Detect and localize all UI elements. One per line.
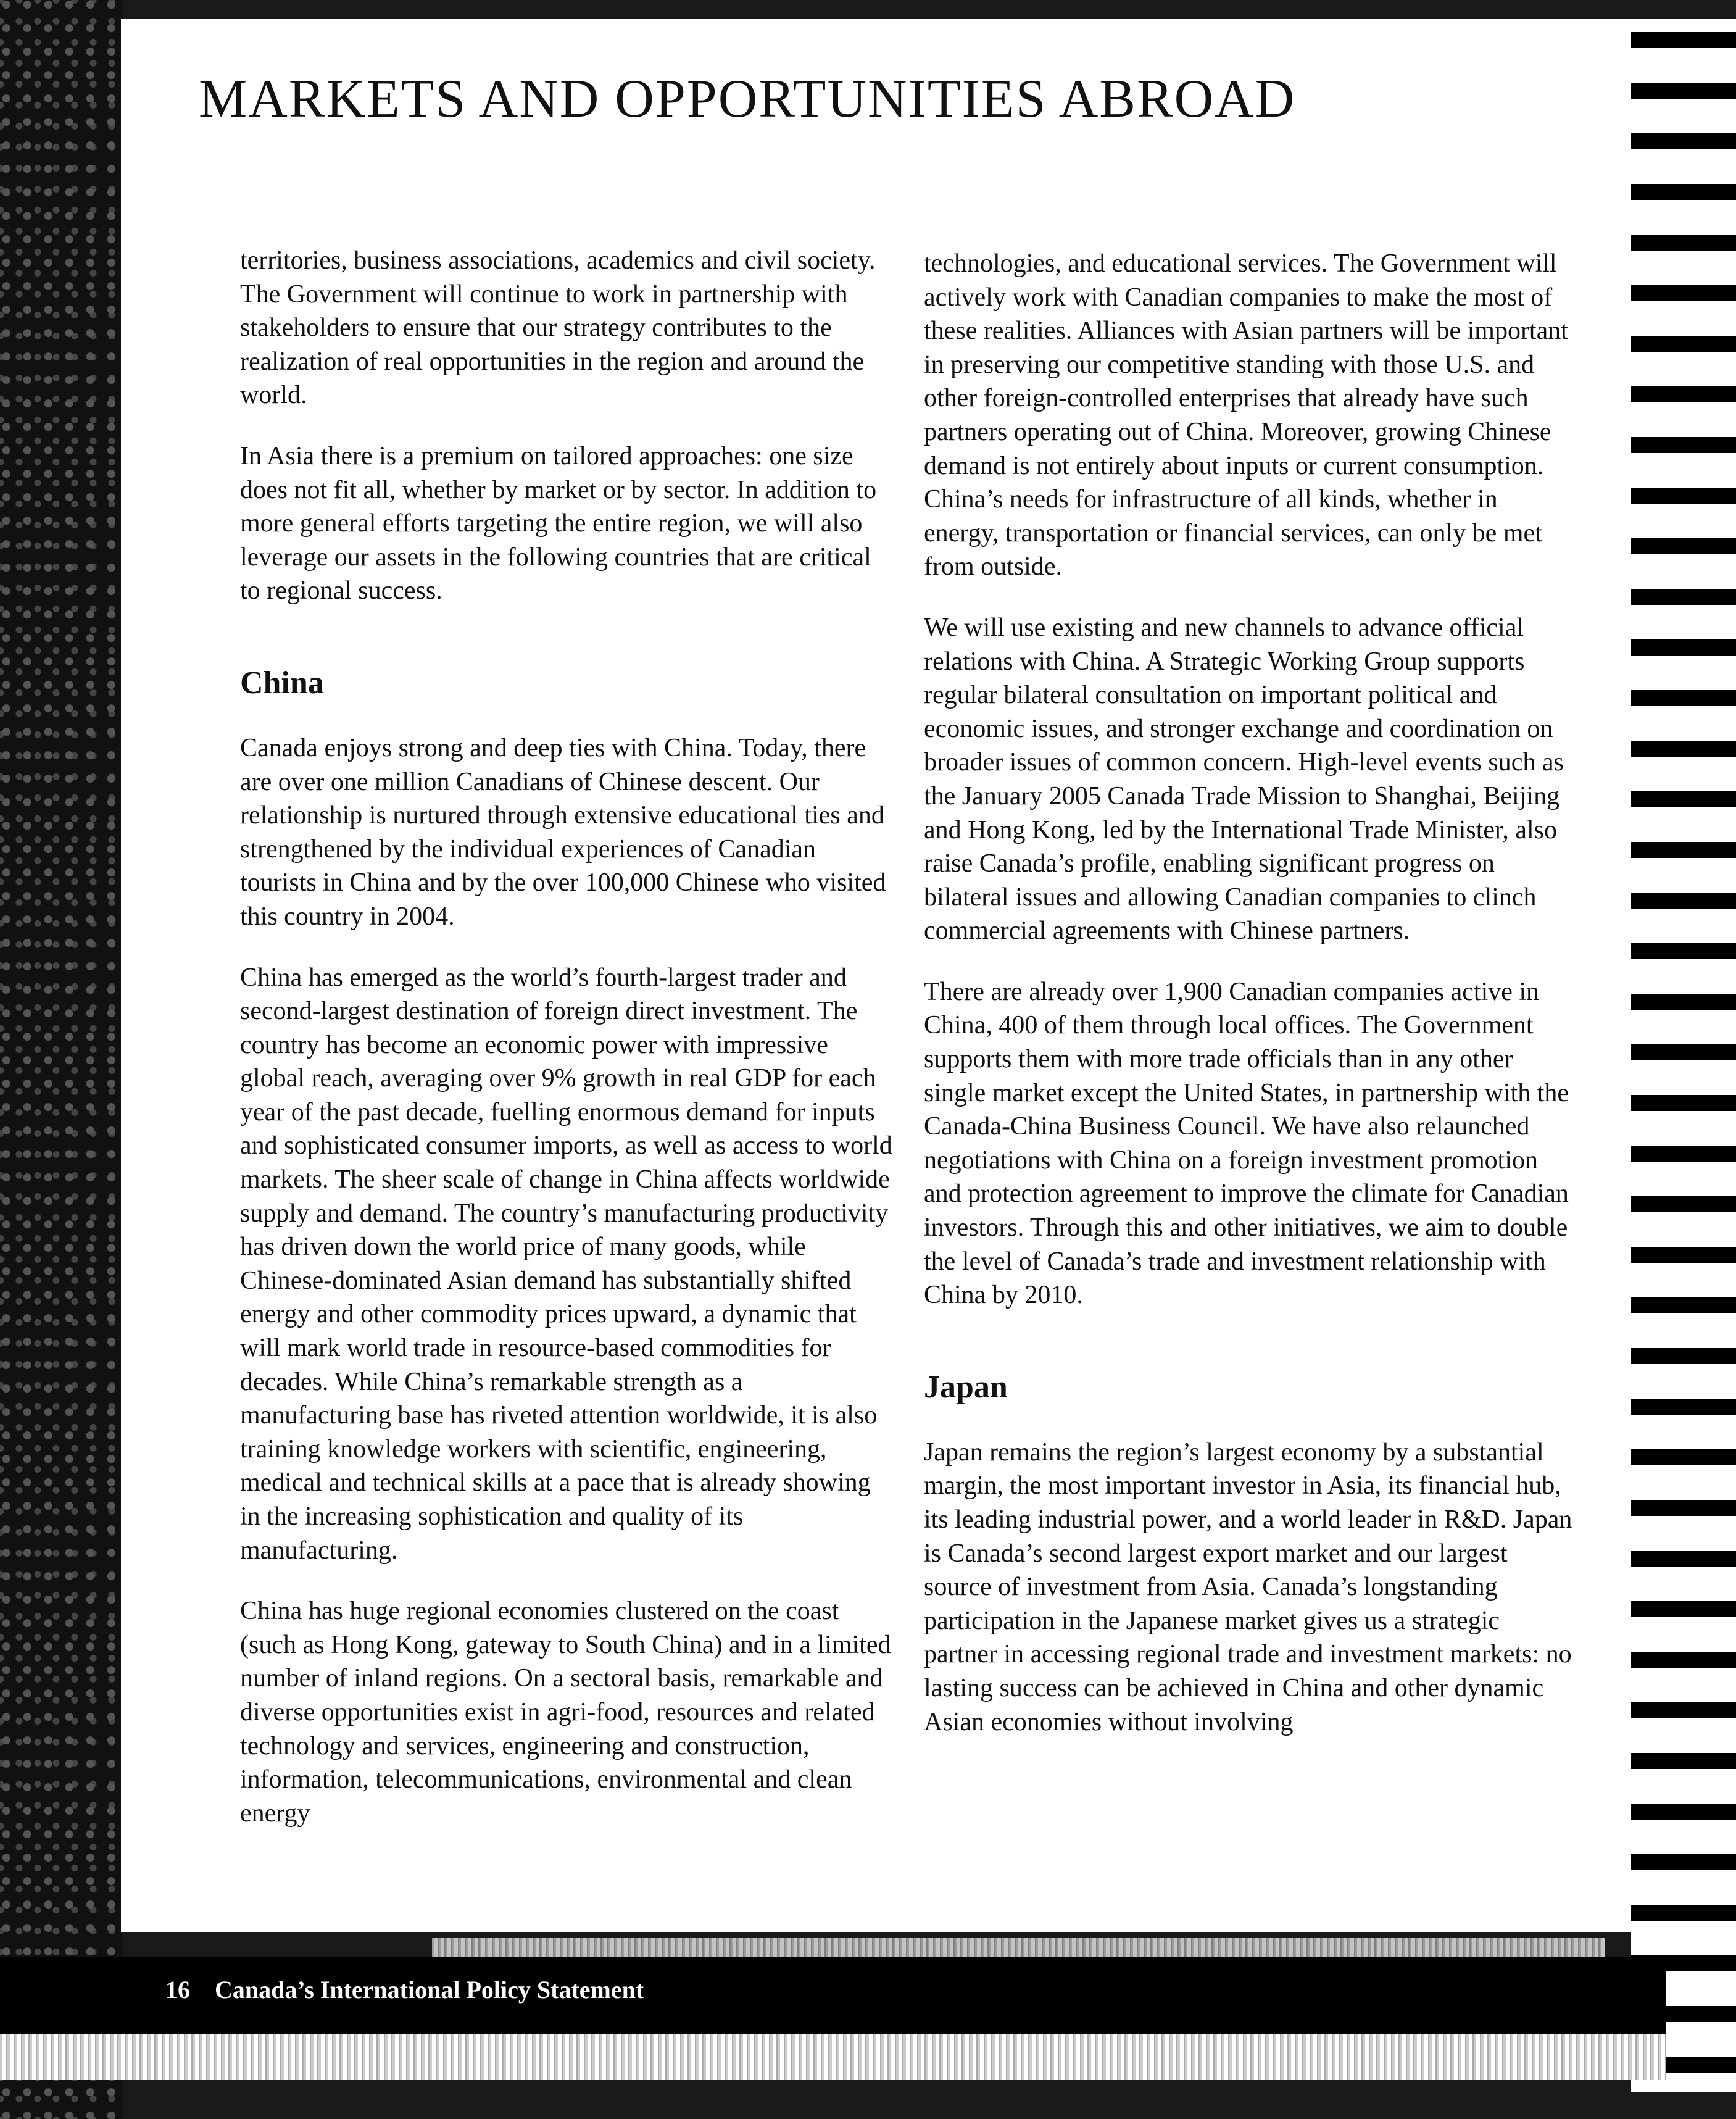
paragraph: Japan remains the region’s largest economy by a substantial margin, the most important investor in Asia, its financial hub, its leading industrial power, and a world leader in R&D. Japan is Canada’s second largest export market and our largest source of investment from Asia. Canada’s longstanding participation in the Japanese market gives us a strategic partner in accessing regional trade and investment markets: no lasting success can be achieved in China and other dynamic Asian economies without involving: [924, 1438, 1572, 1736]
section-heading-japan: Japan: [924, 1369, 1008, 1405]
paragraph: In Asia there is a premium on tailored approaches: one size does not fit all, whether by market or by sector. In addition to more general efforts targeting the entire region, we will also leverage our assets in the following countries that are critical to regional success.: [240, 441, 877, 606]
paragraph: There are already over 1,900 Canadian companies active in China, 400 of them through local offices. The Government supports them with more trade officials than in any other single market except the United States, in partnership with the Canada-China Business Council. We have also relaunched negotiations with China on a foreign investment promotion and protection agreement to improve the climate for Canadian investors. Through this and other initiatives, we aim to double the level of Canada’s trade and investment relationship with China by 2010.: [924, 977, 1569, 1310]
page-number: 16: [165, 1976, 190, 2004]
footer: [165, 1975, 644, 2004]
publication-title: Canada’s International Policy Statement: [215, 1976, 644, 2004]
page-title: MARKETS AND OPPORTUNITIES ABROAD: [199, 69, 1296, 129]
paragraph: We will use existing and new channels to advance official relations with China. A Strategic Working Group supports regular bilateral consultation on important political and economic issues, and stronger exchange and coordination on broader issues of common concern. High-level events such as the January 2005 Canada Trade Mission to Shanghai, Beijing and Hong Kong, led by the International Trade Minister, also raise Canada’s profile, enabling significant progress on bilateral issues and allowing Canadian companies to clinch commercial agreements with Chinese partners.: [924, 613, 1564, 946]
paragraph: territories, business associations, academics and civil society. The Government will continue to work in partnership with stakeholders to ensure that our strategy contributes to the realization of real opportunities in the region and around the world.: [240, 246, 876, 410]
spiral-binding: [1631, 19, 1736, 2092]
right-column: [924, 247, 1578, 1766]
binding-edge: [0, 0, 123, 2119]
paragraph: China has huge regional economies clustered on the coast (such as Hong Kong, gateway to South China) and in a limited number of inland regions. On a sectoral basis, remarkable and diverse opportunities exist in agri-food, resources and related technology and services, engineering and construction, information, telecommunications, environmental and clean energy: [240, 1597, 891, 1828]
paragraph: Canada enjoys strong and deep ties with China. Today, there are over one million Canadians of Chinese descent. Our relationship is nurtured through extensive educational ties and strengthened by the individual experiences of Canadian tourists in China and by the over 100,000 Chinese who visited this country in 2004.: [240, 733, 886, 931]
paragraph: China has emerged as the world’s fourth-largest trader and second-largest destination of foreign direct investment. The country has become an economic power with impressive global reach, averaging over 9% growth in real GDP for each year of the past decade, fuelling enormous demand for inputs and sophisticated consumer imports, as well as access to world markets. The sheer scale of change in China affects worldwide supply and demand. The country’s manufacturing productivity has driven down the world price of many goods, while Chinese-dominated Asian demand has substantially shifted energy and other commodity prices upward, a dynamic that will mark world trade in resource-based commodities for decades. While China’s remarkable strength as a manufacturing base has riveted attention worldwide, it is also training knowledge workers with scientific, engineering, medical and technical skills at a pace that is already showing in the increasing sophistication and quality of its manufacturing.: [240, 963, 892, 1565]
paragraph: technologies, and educational services. The Government will actively work with Canadian companies to make the most of these realities. Alliances with Asian partners will be important in preserving our competitive standing with those U.S. and other foreign-controlled enterprises that already have such partners operating out of China. Moreover, growing Chinese demand is not entirely about inputs or current consumption. China’s needs for infrastructure of all kinds, whether in energy, transportation or financial services, can only be met from outside.: [924, 249, 1568, 581]
section-heading-china: China: [240, 665, 324, 701]
footer-texture: [0, 2034, 1666, 2080]
left-column: [240, 244, 894, 1857]
